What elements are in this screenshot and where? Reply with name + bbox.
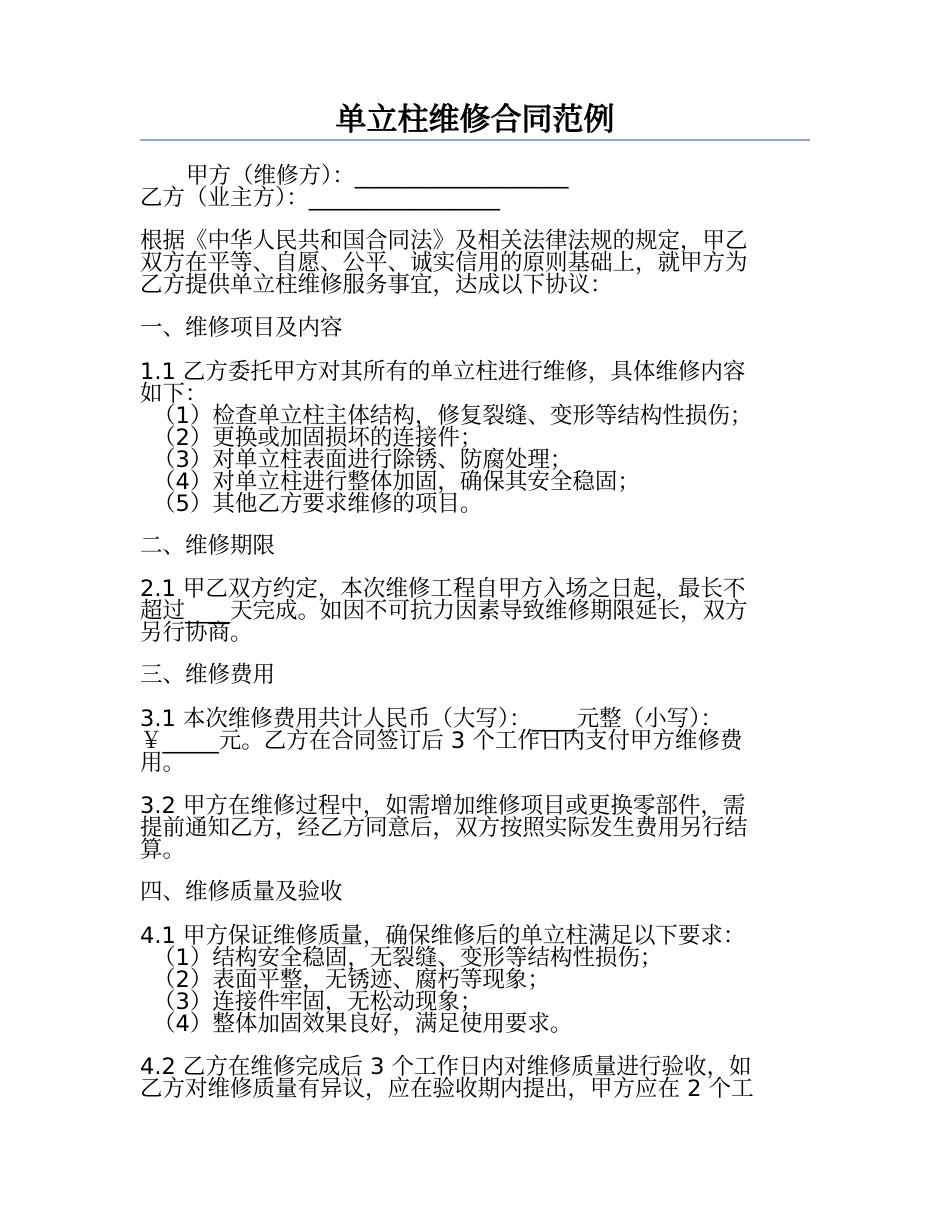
clause-3-1-line-1: 3.1 本次维修费用共计人民币（大写）：____元整（小写）： — [140, 706, 723, 732]
page-title: 单立柱维修合同范例 — [335, 102, 615, 138]
list-item: （2）表面平整，无锈迹、腐朽等现象； — [153, 967, 550, 993]
list-item: （3）对单立柱表面进行除锈、防腐处理； — [153, 447, 573, 473]
preamble-line-1: 根据《中华人民共和国合同法》及相关法律法规的规定，甲乙 — [140, 228, 748, 254]
list-item: （2）更换或加固损坏的连接件； — [153, 425, 483, 451]
preamble-line-3: 乙方提供单立柱维修服务事宜，达成以下协议： — [140, 272, 613, 298]
clause-3-2-line-3: 算。 — [140, 837, 186, 863]
clause-1-1-line-2: 如下： — [140, 381, 208, 407]
list-item: （3）连接件牢固，无松动现象； — [153, 989, 483, 1015]
title-underline-rule — [140, 139, 810, 141]
clause-2-1-line-1: 2.1 甲乙双方约定，本次维修工程自甲方入场之日起，最长不 — [140, 576, 746, 602]
list-item: （4）整体加固效果良好，满足使用要求。 — [153, 1011, 573, 1037]
section-heading-4: 四、维修质量及验收 — [140, 879, 343, 905]
list-item: （1）检查单立柱主体结构，修复裂缝、变形等结构性损伤； — [153, 403, 753, 429]
section-heading-1: 一、维修项目及内容 — [140, 315, 343, 341]
clause-4-2-line-2: 乙方对维修质量有异议，应在验收期内提出，甲方应在 2 个工 — [140, 1076, 754, 1102]
party-b-line: 乙方（业主方）：_________________ — [140, 185, 501, 211]
preamble-line-2: 双方在平等、自愿、公平、诚实信用的原则基础上，就甲方为 — [140, 250, 748, 276]
section-heading-2: 二、维修期限 — [140, 533, 276, 559]
clause-2-1-line-3: 另行协商。 — [140, 620, 253, 646]
clause-3-2-line-2: 提前通知乙方，经乙方同意后，双方按照实际发生费用另行结 — [140, 815, 748, 841]
party-a-line: 甲方（维修方）：___________________ — [186, 163, 569, 189]
list-item: （5）其他乙方要求维修的项目。 — [153, 491, 483, 517]
section-heading-3: 三、维修费用 — [140, 662, 276, 688]
list-item: （1）结构安全稳固，无裂缝、变形等结构性损伤； — [153, 945, 663, 971]
clause-3-1-line-3: 用。 — [140, 750, 186, 776]
clause-3-1-line-2: ￥_____元。乙方在合同签订后 3 个工作日内支付甲方维修费 — [140, 728, 743, 754]
clause-1-1-line-1: 1.1 乙方委托甲方对其所有的单立柱进行维修，具体维修内容 — [140, 359, 746, 385]
clause-3-2-line-1: 3.2 甲方在维修过程中，如需增加维修项目或更换零部件，需 — [140, 793, 746, 819]
clause-4-2-line-1: 4.2 乙方在维修完成后 3 个工作日内对维修质量进行验收，如 — [140, 1054, 752, 1080]
clause-2-1-line-2: 超过____天完成。如因不可抗力因素导致维修期限延长，双方 — [140, 598, 748, 624]
list-item: （4）对单立柱进行整体加固，确保其安全稳固； — [153, 469, 640, 495]
clause-4-1-line-1: 4.1 甲方保证维修质量，确保维修后的单立柱满足以下要求： — [140, 923, 746, 949]
